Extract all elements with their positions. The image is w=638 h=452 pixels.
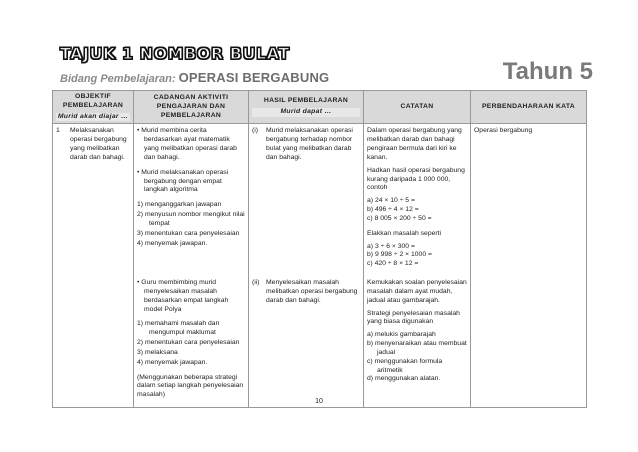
hasil-text: Murid melaksanakan operasi bergabung terhadap nombor bulat yang melibatkan darab dan bahagi. — [266, 127, 353, 161]
table-row — [53, 276, 587, 407]
hasil-text: Menyelesaikan masalah melibatkan operasi bergabung darab dan bahagi. — [266, 279, 358, 304]
catatan-paragraph: Dalam operasi bergabung yang melibatkan darab dan bahagi pengiraan bermula dari kiri ke kanan. — [367, 127, 462, 161]
objektif-text: Melaksanakan operasi bergabung yang melibatkan darab dan bahagi. — [70, 127, 127, 161]
header-objektif-sub: Murid akan diajar … — [57, 112, 129, 120]
step-text: menyemak jawapan. — [144, 358, 208, 366]
table-row — [53, 124, 587, 276]
list-item — [367, 340, 467, 358]
strategy-list — [367, 331, 467, 384]
learning-area-label: Bidang Pembelajaran: — [60, 73, 176, 85]
step-num: 1) — [137, 201, 144, 209]
objektif-cell-empty — [53, 276, 134, 407]
list-item — [137, 359, 245, 368]
hasil-number: (ii) — [252, 279, 260, 287]
cadangan-cell-1 — [134, 124, 249, 276]
perbendaharaan-cell-empty — [471, 276, 587, 407]
item-text: 420 ÷ 8 × 12 = — [374, 260, 419, 268]
step-num: 4) — [137, 239, 144, 247]
item-text: 9 998 ÷ 2 × 1000 = — [374, 251, 432, 259]
step-num: 3) — [137, 229, 144, 237]
catatan-cell-1 — [364, 124, 471, 276]
item-num: c) — [367, 260, 373, 268]
page-number: 10 — [315, 398, 323, 405]
polya-steps — [137, 320, 245, 367]
item-text: 8 005 × 200 ÷ 50 = — [374, 214, 432, 222]
item-text: menggunakan formula aritmetik — [374, 357, 443, 374]
item-num: b) — [367, 206, 374, 214]
list-item: • Guru membimbing murid menyelesaikan masalah berdasarkan empat langkah model Polya — [137, 279, 229, 313]
list-item: • Murid melaksanakan operasi bergabung dengan empat langkah algoritma — [137, 168, 229, 194]
catatan-paragraph: Elakkan masalah seperti — [367, 229, 442, 237]
header-perbendaharaan: PERBENDAHARAAN KATA — [471, 91, 587, 124]
list-item — [367, 251, 467, 260]
list-item — [367, 260, 467, 269]
catatan-paragraph: Strategi penyelesaian masalah yang biasa digunakan — [367, 309, 460, 326]
list-item — [137, 339, 245, 348]
list-item — [137, 320, 245, 338]
catatan-cell-2 — [364, 276, 471, 407]
item-text: 24 × 10 ÷ 5 = — [374, 197, 415, 205]
list-item: • Murid membina cerita berdasarkan ayat matematik yang melibatkan operasi darab dan bahagi. — [137, 127, 237, 161]
list-item — [137, 211, 245, 229]
list-item — [367, 197, 467, 206]
page-title: TAJUK 1 NOMBOR BULAT — [60, 44, 290, 63]
item-num: c) — [367, 214, 373, 222]
header-cadangan: CADANGAN AKTIVITI PENGAJARAN DAN PEMBELAJARAN — [134, 91, 249, 124]
bullet-text: Murid membina cerita berdasarkan ayat matematik yang melibatkan operasi darab dan bahagi. — [141, 127, 237, 161]
header-hasil-sub: Murid dapat … — [252, 108, 360, 117]
bullet-text: Guru membimbing murid menyelesaikan masalah berdasarkan empat langkah model Polya — [141, 279, 229, 313]
step-num: 4) — [137, 358, 144, 366]
item-num: d) — [367, 375, 374, 383]
learning-area-value: OPERASI BERGABUNG — [178, 70, 330, 85]
step-text: menyemak jawapan. — [144, 239, 208, 247]
objektif-number: 1 — [56, 127, 60, 135]
item-text: 496 ÷ 4 × 12 = — [374, 206, 419, 214]
step-num: 2) — [137, 211, 144, 219]
step-num: 3) — [137, 348, 144, 356]
objektif-cell — [53, 124, 134, 276]
list-item — [367, 331, 467, 340]
strategy-note: (Menggunakan beberapa strategi dalam setiap langkah penyelesaian masalah) — [137, 373, 244, 399]
item-num: b) — [367, 251, 374, 259]
step-text: menentukan cara penyelesaian — [144, 229, 240, 237]
hasil-number: (i) — [252, 127, 259, 135]
step-text: menentukan cara penyelesaian — [144, 339, 240, 347]
list-item — [137, 201, 245, 210]
item-num: c) — [367, 357, 373, 365]
year-label: Tahun 5 — [502, 58, 593, 85]
header-hasil-label: HASIL PEMBELAJARAN — [263, 97, 349, 105]
header-hasil — [249, 91, 364, 124]
bullet-text: Murid melaksanakan operasi bergabung dengan empat langkah algoritma — [141, 168, 229, 194]
step-text: menyusun nombor mengikut nilai tempat — [144, 211, 245, 227]
list-item — [367, 358, 467, 376]
step-text: memahami masalah dan mengumpul maklumat — [144, 320, 220, 337]
item-text: menggunakan alatan. — [374, 375, 441, 383]
item-text: menyenaraikan atau membuat jadual — [374, 340, 467, 356]
header-catatan: CATATAN — [364, 91, 471, 124]
list-item — [137, 230, 245, 239]
list-item — [367, 243, 467, 252]
item-num: a) — [367, 197, 374, 205]
list-item — [367, 215, 467, 224]
header-objektif-label: OBJEKTIF PEMBELAJARAN — [62, 93, 124, 109]
step-text: melaksana — [144, 348, 178, 356]
step-num: 1) — [137, 320, 144, 328]
item-num: a) — [367, 331, 374, 339]
list-item — [137, 349, 245, 358]
list-item — [367, 206, 467, 215]
example-list — [367, 197, 467, 223]
catatan-paragraph: Hadkan hasil operasi bergabung kurang daripada 1 000 000, contoh — [367, 166, 465, 192]
header-objektif — [53, 91, 134, 124]
example-list — [367, 243, 467, 269]
item-text: 3 ÷ 6 × 300 = — [374, 242, 415, 250]
item-num: a) — [367, 242, 374, 250]
list-item — [137, 240, 245, 249]
catatan-paragraph: Kemukakan soalan penyelesaian masalah dalam ayat mudah, jadual atau gambarajah. — [367, 279, 467, 304]
item-text: melukis gambarajah — [374, 331, 436, 339]
perbendaharaan-cell: Operasi bergabung — [471, 124, 587, 276]
hasil-cell-1 — [249, 124, 364, 276]
algorithm-steps — [137, 201, 245, 248]
step-num: 2) — [137, 339, 144, 347]
list-item — [367, 375, 467, 384]
lesson-table — [52, 90, 587, 408]
hasil-cell-2 — [249, 276, 364, 407]
item-num: b) — [367, 340, 374, 348]
learning-area-row — [60, 70, 329, 85]
step-text: menganggarkan jawapan — [144, 201, 222, 209]
cadangan-cell-2 — [134, 276, 249, 407]
